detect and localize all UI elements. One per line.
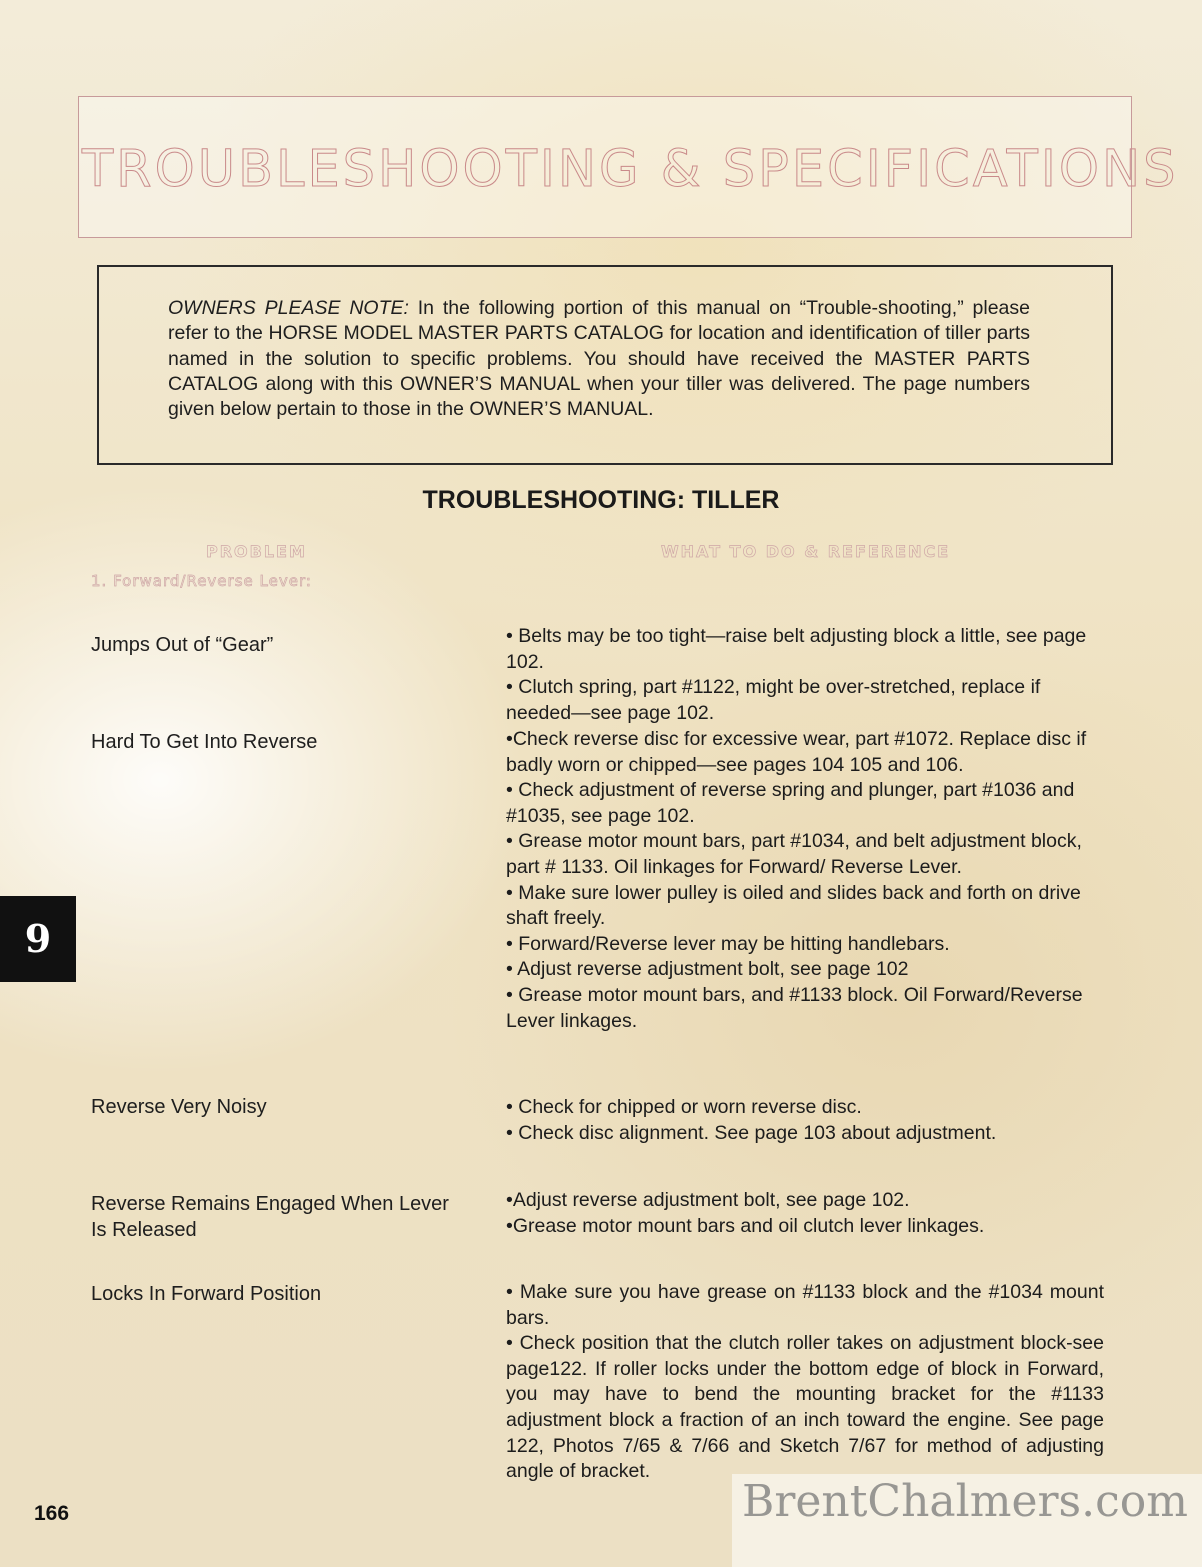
solution-item: • Make sure lower pulley is oiled and slides back and forth on drive shaft freely. bbox=[506, 881, 1081, 930]
solution-hard-reverse bbox=[506, 727, 1104, 1034]
solution-item: • Forward/Reverse lever may be hitting handlebars. bbox=[506, 932, 950, 955]
solution-reverse-engaged bbox=[506, 1188, 1104, 1239]
solution-item: • Grease motor mount bars, part #1034, and belt adjustment block, part # 1133. Oil linkages for Forward/ Reverse Lever. bbox=[506, 830, 1082, 878]
solution-item: • Check disc alignment. See page 103 about adjustment. bbox=[506, 1121, 997, 1144]
problem-locks-forward: Locks In Forward Position bbox=[91, 1283, 322, 1305]
watermark bbox=[732, 1474, 1202, 1567]
solution-item: •Check reverse disc for excessive wear, part #1072. Replace disc if badly worn or chipped—see pages 104 105 and 106. bbox=[506, 728, 1087, 776]
solution-reverse-noisy bbox=[506, 1095, 1104, 1146]
solution-item: •Grease motor mount bars and oil clutch lever linkages. bbox=[506, 1214, 985, 1237]
owners-note-body: In the following portion of this manual on “Trouble-shooting,” please refer to the HORSE MODEL MASTER PARTS CATALOG for location and identification of tiller parts named in the solution to specific problems. You should have received the MASTER PARTS CATALOG along with this OWNER’S MANUAL when your tiller was delivered. The page numbers given below pertain to those in the OWNER’S MANUAL. bbox=[168, 297, 1030, 421]
solution-item: • Grease motor mount bars, and #1133 block. Oil Forward/Reverse Lever linkages. bbox=[506, 983, 1083, 1032]
forward-reverse-subheading: 1. Forward/Reverse Lever: bbox=[91, 572, 312, 590]
problem-column-heading: PROBLEM bbox=[206, 542, 307, 561]
solution-item: • Clutch spring, part #1122, might be over-stretched, replace if needed—see page 102. bbox=[506, 676, 1041, 724]
solution-jumps-out-of-gear bbox=[506, 624, 1104, 726]
problem-hard-reverse: Hard To Get Into Reverse bbox=[91, 731, 318, 753]
solution-item: • Belts may be too tight—raise belt adjusting block a little, see page 102. bbox=[506, 625, 1087, 673]
owners-note-lead: OWNERS PLEASE NOTE: bbox=[168, 297, 409, 319]
solution-item: • Check for chipped or worn reverse disc. bbox=[506, 1096, 862, 1118]
solution-item: •Adjust reverse adjustment bolt, see page 102. bbox=[506, 1189, 910, 1211]
problem-jumps-out-of-gear: Jumps Out of “Gear” bbox=[91, 634, 274, 656]
solution-item: • Adjust reverse adjustment bolt, see page 102 bbox=[506, 958, 909, 981]
solution-locks-forward bbox=[506, 1280, 1104, 1485]
solution-item: • Make sure you have grease on #1133 block and the #1034 mount bars. bbox=[506, 1281, 1104, 1329]
watermark-text: BrentChalmers.com bbox=[742, 1476, 1188, 1527]
solution-item: • Check position that the clutch roller takes on adjustment block-see page122. If roller locks under the bottom edge of block in Forward, you may have to bend the mounting bracket for the #1133 adjustment block a fraction of an inch toward the engine. See page 122, Photos 7/65 & 7/66 and Sketch 7/67 for method of adjusting angle of bracket. bbox=[506, 1332, 1104, 1483]
section-title: TROUBLESHOOTING: TILLER bbox=[422, 486, 780, 514]
owners-note bbox=[168, 296, 1030, 422]
problem-reverse-noisy: Reverse Very Noisy bbox=[91, 1096, 267, 1118]
chapter-tab: 9 bbox=[0, 896, 76, 982]
remedy-column-heading: WHAT TO DO & REFERENCE bbox=[661, 542, 951, 561]
solution-item: • Check adjustment of reverse spring and plunger, part #1036 and #1035, see page 102. bbox=[506, 779, 1075, 827]
page-title: TROUBLESHOOTING & SPECIFICATIONS bbox=[82, 140, 1179, 199]
page-number: 166 bbox=[34, 1502, 70, 1525]
problem-reverse-engaged: Reverse Remains Engaged When Lever Is Released bbox=[91, 1193, 449, 1241]
